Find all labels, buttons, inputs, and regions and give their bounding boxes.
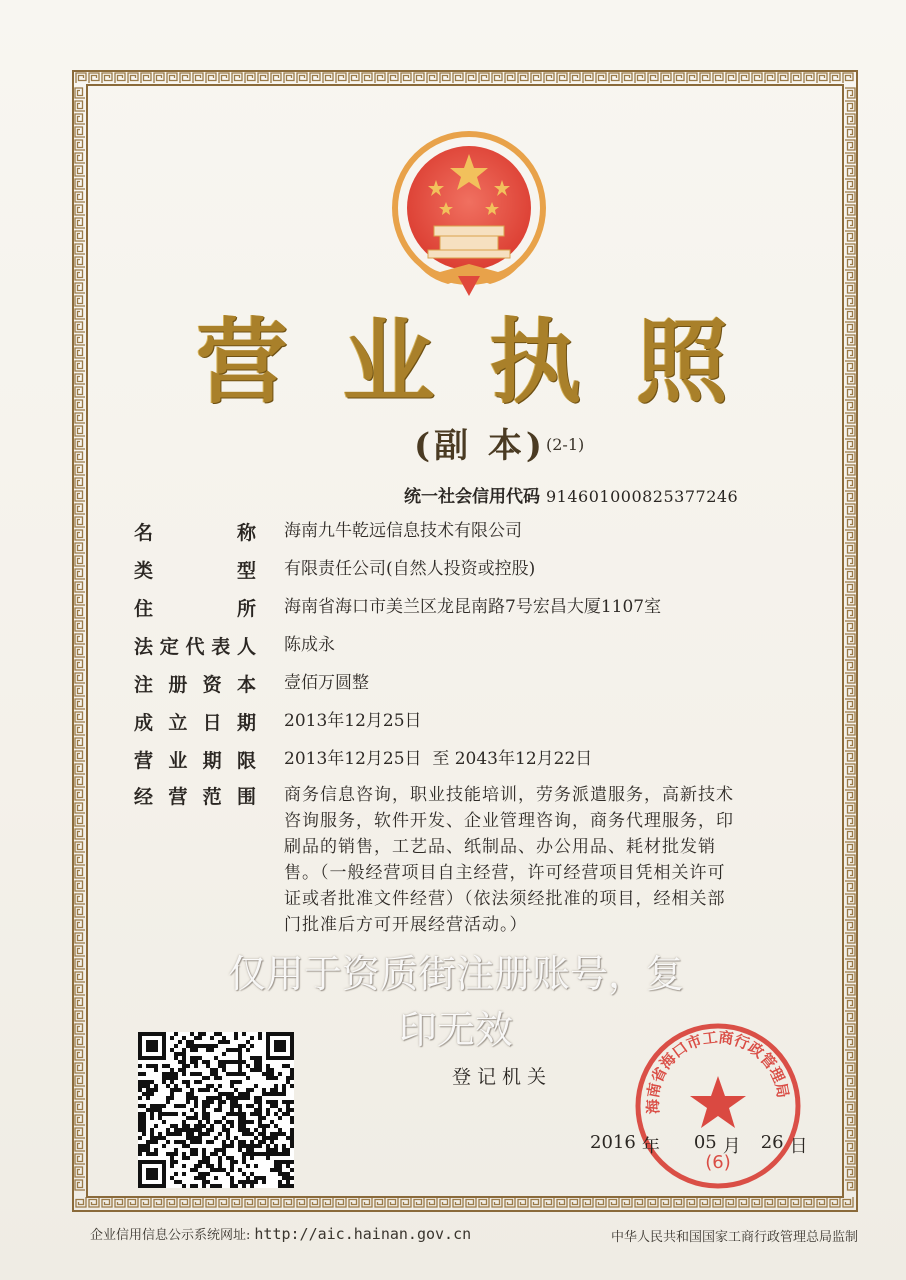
field-label-char: 本 <box>236 674 256 696</box>
field-label-char: 业 <box>168 750 188 772</box>
footer-website-url[interactable]: http://aic.hainan.gov.cn <box>254 1225 472 1243</box>
field-label-char: 人 <box>236 636 256 658</box>
official-seal <box>630 1018 806 1194</box>
field-label-char: 限 <box>236 750 256 772</box>
field-row <box>134 556 804 583</box>
field-label-char: 所 <box>236 598 256 620</box>
title-char: 执 <box>489 308 590 416</box>
field-label <box>134 782 256 809</box>
business-scope-line: 证或者批准文件经营）（依法须经批准的项目，经相关部 <box>284 889 726 909</box>
field-row <box>134 670 804 697</box>
field-value: 2013年12月25日 至 2043年12月22日 <box>284 749 593 769</box>
credit-code-value: 914601000825377246 <box>546 487 739 506</box>
field-row <box>134 782 804 938</box>
field-label-char: 立 <box>168 712 188 734</box>
field-label-char: 范 <box>202 786 222 808</box>
business-scope-line: 门批准后方可开展经营活动。） <box>284 915 528 935</box>
credit-code <box>404 482 738 507</box>
field-label-char: 经 <box>134 786 154 808</box>
field-row <box>134 708 804 735</box>
field-label-char: 表 <box>211 636 231 658</box>
watermark-line: 仅用于资质街注册账号，复 <box>227 952 684 996</box>
field-label <box>134 746 256 773</box>
credit-code-label: 统一社会信用代码 <box>404 487 540 507</box>
national-emblem-icon <box>388 126 550 298</box>
field-label-char: 期 <box>236 712 256 734</box>
copy-type: (副 本) <box>414 426 547 466</box>
field-value: 海南九牛乾远信息技术有限公司 <box>284 521 522 541</box>
field-row <box>134 746 804 773</box>
title-char: 照 <box>635 308 736 416</box>
field-value: 2013年12月25日 <box>284 711 422 731</box>
qr-code <box>138 1032 294 1188</box>
field-label <box>134 708 256 735</box>
issue-month: 05 <box>693 1132 717 1153</box>
business-scope-line: 咨询服务，软件开发、企业管理咨询，商务代理服务，印 <box>284 811 734 831</box>
business-scope-line: 商务信息咨询，职业技能培训，劳务派遣服务，高新技术 <box>284 785 734 805</box>
registration-office: 登记机关 <box>452 1066 553 1088</box>
field-label-char: 代 <box>185 636 205 658</box>
field-label-char: 住 <box>134 598 154 620</box>
field-label-char: 类 <box>134 560 154 582</box>
footer-supervisor: 中华人民共和国国家工商行政管理总局监制 <box>610 1230 858 1245</box>
field-label <box>134 556 256 583</box>
field-value: 海南省海口市美兰区龙昆南路7号宏昌大厦1107室 <box>284 597 662 617</box>
field-label-char: 型 <box>236 560 256 582</box>
footer-website-label: 企业信用信息公示系统网址: <box>90 1228 251 1243</box>
field-row <box>134 518 804 545</box>
field-value <box>284 782 804 938</box>
field-row <box>134 632 804 659</box>
issue-day: 26 <box>760 1132 784 1153</box>
title-char: 营 <box>196 308 297 416</box>
seal-number: (6) <box>705 1152 731 1173</box>
field-label-char: 营 <box>134 750 154 772</box>
seal-text: 海南省海口市工商行政管理局 <box>643 1028 793 1115</box>
field-label <box>134 518 256 545</box>
field-label-char: 围 <box>236 786 256 808</box>
issue-date: 2016 年 05 月 26 日 <box>590 1132 808 1157</box>
copy-number: (2-1) <box>546 435 585 454</box>
field-label-char: 称 <box>236 522 256 544</box>
field-label-char: 成 <box>134 712 154 734</box>
field-label <box>134 594 256 621</box>
field-label-char: 日 <box>202 712 222 734</box>
document-title <box>196 300 736 416</box>
title-char: 业 <box>342 308 443 416</box>
field-label-char: 营 <box>168 786 188 808</box>
field-label-char: 册 <box>168 674 188 696</box>
business-scope-line: 刷品的销售，工艺品、纸制品、办公用品、耗材批发销 <box>284 837 716 857</box>
field-label <box>134 670 256 697</box>
field-value: 有限责任公司(自然人投资或控股) <box>284 559 536 579</box>
field-value: 陈成永 <box>284 635 335 655</box>
issue-year: 2016 <box>590 1132 636 1153</box>
field-label-char: 法 <box>134 636 154 658</box>
field-value: 壹佰万圆整 <box>284 673 369 693</box>
field-label-char: 期 <box>202 750 222 772</box>
business-scope-line: 售。（一般经营项目自主经营，许可经营项目凭相关许可 <box>284 863 726 883</box>
field-label-char: 注 <box>134 674 154 696</box>
watermark-line: 印无效 <box>398 1008 513 1052</box>
field-label-char: 定 <box>159 636 179 658</box>
field-label <box>134 632 256 659</box>
field-label-char: 名 <box>134 522 154 544</box>
footer-website <box>90 1224 471 1243</box>
field-label-char: 资 <box>202 674 222 696</box>
field-row <box>134 594 804 621</box>
